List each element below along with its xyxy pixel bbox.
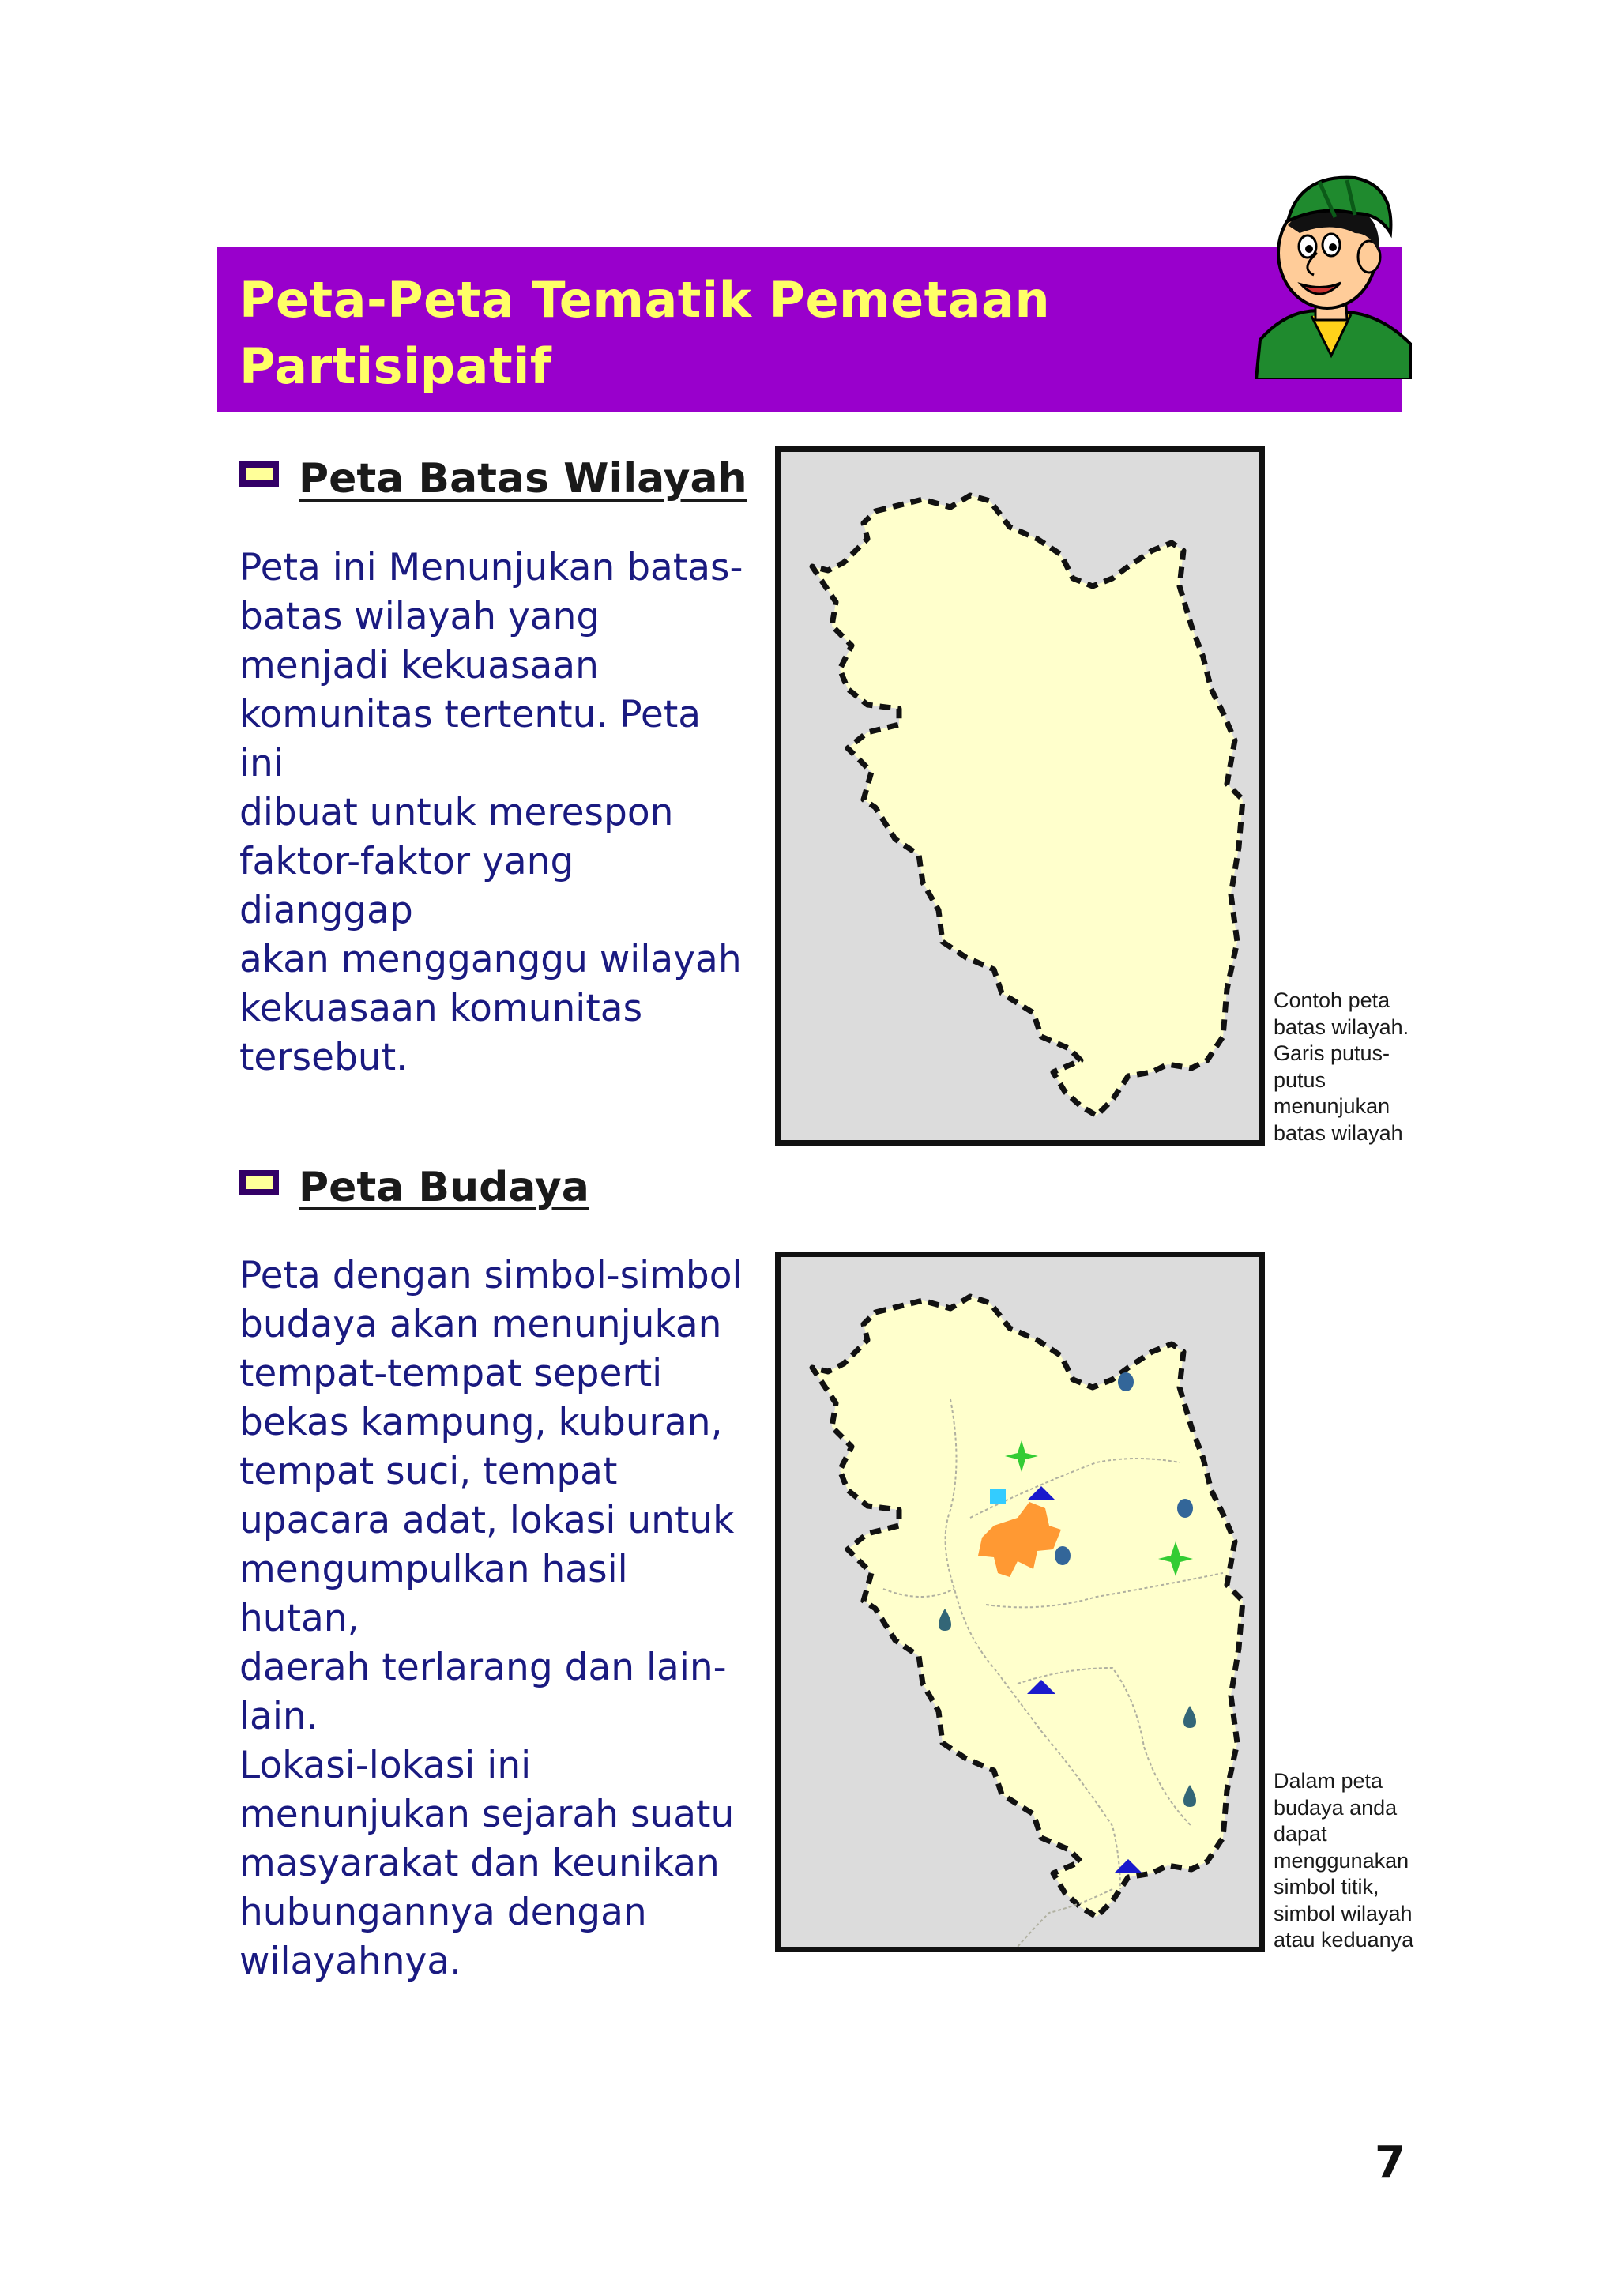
section-bullet-icon (239, 461, 279, 487)
old-village-icon (990, 1489, 1006, 1504)
section-bullet-icon (239, 1170, 279, 1195)
caption-budaya: Dalam peta budaya anda dapat menggunakan simbol titik, simbol wilayah atau keduanya (1274, 1769, 1414, 1952)
section-body-batas: Peta ini Menunjukan batas- batas wilayah yang menjadi kekuasaan komunitas tertentu. Peta ini dibuat untuk merespon faktor-faktor yang dianggap akan mengganggu wilayah kekuasaan komunitas tersebut. (239, 546, 743, 1079)
grave-icon (1177, 1499, 1193, 1518)
section-body-budaya: Peta dengan simbol-simbol budaya akan menunjukan tempat-tempat seperti bekas kampung, kuburan, tempat suci, tempat upacara adat, lokasi untuk mengumpulkan hasil hutan, daerah terlarang dan lain- lain. Lokasi-lokasi ini menunjukan sejarah suatu masyarakat dan keunikan hubungannya dengan wilayahnya. (239, 1254, 743, 1983)
grave-icon (1118, 1372, 1134, 1391)
boundary-map (775, 446, 1265, 1146)
grave-icon (1055, 1546, 1071, 1565)
caption-batas: Contoh peta batas wilayah. Garis putus- putus menunjukan batas wilayah (1274, 988, 1409, 1145)
section-heading-batas: Peta Batas Wilayah (299, 455, 747, 502)
mascot-icon (1244, 158, 1414, 379)
page-title: Peta-Peta Tematik Pemetaan Partisipatif (239, 271, 1051, 395)
section-heading-budaya: Peta Budaya (299, 1164, 589, 1211)
culture-map (775, 1252, 1265, 1952)
page-number: 7 (1375, 2137, 1405, 2189)
